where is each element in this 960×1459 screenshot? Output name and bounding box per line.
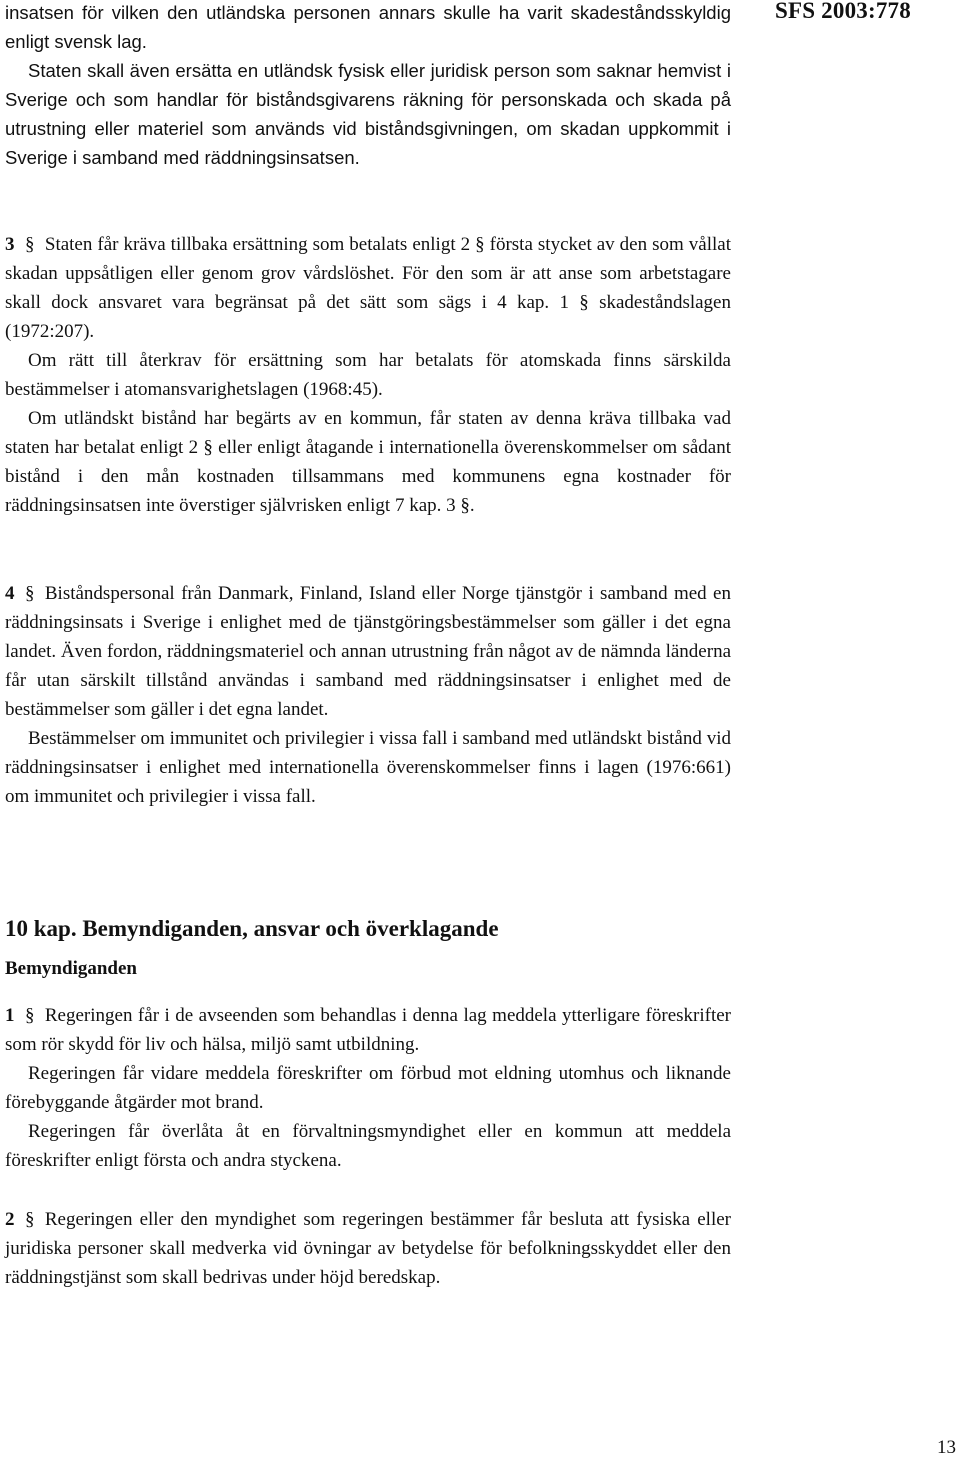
paragraph-text: Regeringen eller den myndighet som regeringen bestämmer får besluta att fysiska eller juridiska personer skall medverka vid övningar av betydelse för befolkningsskyddet eller den räddningstjänst som skall bedrivas under höjd beredskap. — [5, 1209, 731, 1288]
section-paragraph — [5, 579, 731, 724]
section-sign: § — [24, 1209, 35, 1230]
section-sign: § — [24, 234, 35, 255]
section-number: 3 — [5, 234, 15, 255]
section-4 — [5, 579, 731, 811]
section-paragraph — [5, 1205, 731, 1292]
paragraph: Staten skall även ersätta en utländsk fysisk eller juridisk person som saknar hemvist i Sverige och som handlar för biståndsgivarens räkning för personskada och skada på utrustning eller materiel som används vid biståndsgivningen, om skadan uppkommit i Sverige i samband med räddningsinsatsen. — [5, 60, 731, 168]
paragraph-text: Regeringen får i de avseenden som behandlas i denna lag meddela ytterligare föreskrifter som rör skydd för liv och hälsa, miljö samt utbildning. — [5, 1005, 731, 1055]
paragraph: Regeringen får vidare meddela föreskrifter om förbud mot eldning utomhus och liknande förebyggande åtgärder mot brand. — [5, 1063, 731, 1113]
section-sign: § — [24, 1005, 35, 1026]
paragraph: Regeringen får överlåta åt en förvaltningsmyndighet eller en kommun att meddela föreskrifter enligt första och andra styckena. — [5, 1121, 731, 1171]
paragraph: insatsen för vilken den utländska personen annars skulle ha varit skadeståndsskyldig enligt svensk lag. — [5, 2, 731, 52]
section-3 — [5, 230, 731, 520]
paragraph: Om utländskt bistånd har begärts av en kommun, får staten av denna kräva tillbaka vad staten har betalat enligt 2 § eller enligt åtagande i internationella överenskommelser om sådant bistånd i den mån kostnaden tillsammans med kommunens egna kostnader för räddningsinsatsen inte överstiger självrisken enligt 7 kap. 3 §. — [5, 408, 731, 516]
section-1 — [5, 1001, 731, 1175]
section-number: 4 — [5, 583, 15, 604]
section-sign: § — [24, 583, 35, 604]
top-continuation — [5, 0, 731, 172]
sfs-reference: SFS 2003:778 — [775, 0, 911, 23]
paragraph-text: Staten får kräva tillbaka ersättning som betalats enligt 2 § första stycket av den som vållat skadan uppsåtligen eller genom grov vårdslöshet. För den som är att anse som arbetstagare skall dock ansvaret vara begränsat på det sätt som sägs i 4 kap. 1 § skadeståndslagen (1972:207). — [5, 234, 731, 342]
section-number: 1 — [5, 1005, 15, 1026]
subheading: Bemyndiganden — [5, 958, 137, 979]
paragraph: Om rätt till återkrav för ersättning som har betalats för atomskada finns särskilda bestämmelser i atomansvarighetslagen (1968:45). — [5, 350, 731, 400]
section-number: 2 — [5, 1209, 15, 1230]
section-paragraph — [5, 1001, 731, 1059]
paragraph-text: Biståndspersonal från Danmark, Finland, Island eller Norge tjänstgör i samband med en räddningsinsats i Sverige i enlighet med de tjänstgöringsbestämmelser som gäller i det egna landet. Även fordon, räddningsmateriel och annan utrustning från något av de nämnda länderna får utan särskilt tillstånd användas i samband med räddningsinsatser i enlighet med de bestämmelser som gäller i det egna landet. — [5, 583, 731, 720]
paragraph: Bestämmelser om immunitet och privilegier i vissa fall i samband med utländskt bistånd vid räddningsinsatser i enlighet med internationella överenskommelser finns i lagen (1976:661) om immunitet och privilegier i vissa fall. — [5, 728, 731, 807]
chapter-heading: 10 kap. Bemyndiganden, ansvar och överklagande — [5, 916, 499, 941]
section-paragraph — [5, 230, 731, 346]
page-number: 13 — [937, 1437, 956, 1458]
section-2 — [5, 1205, 731, 1292]
